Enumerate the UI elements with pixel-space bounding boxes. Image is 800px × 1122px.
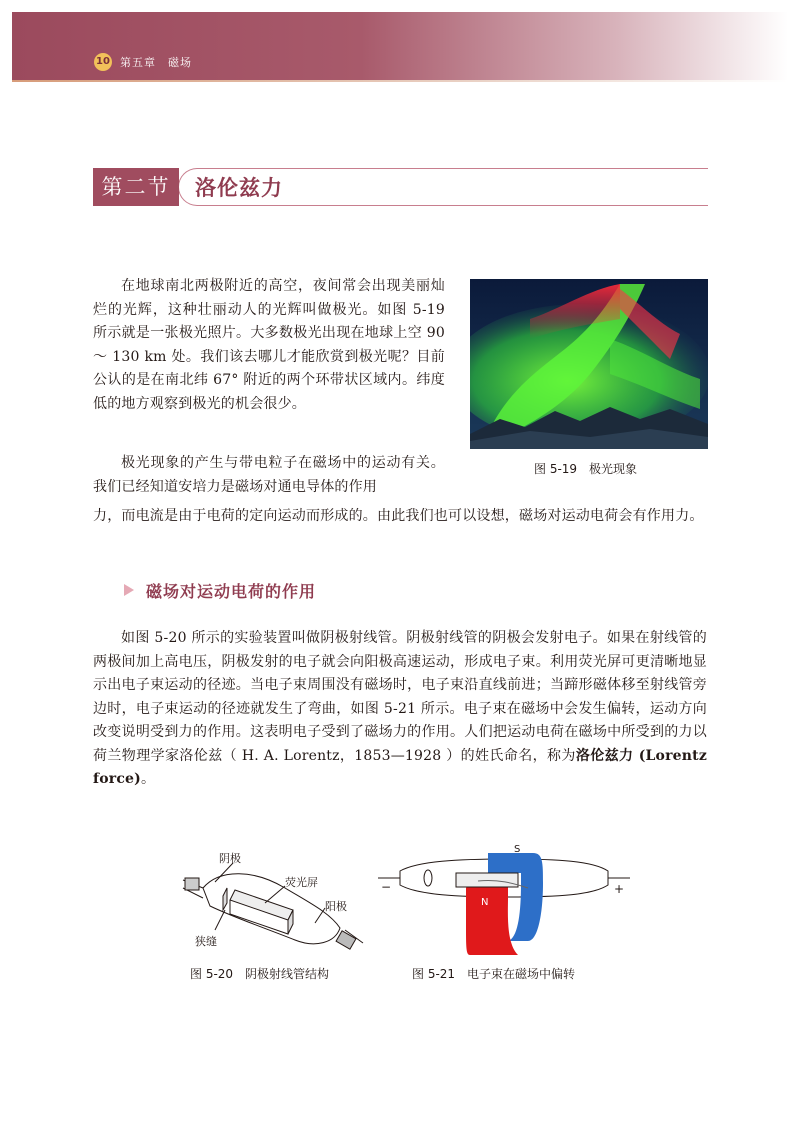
lorentz-force-term: 洛伦兹力 (Lorentz force) <box>93 747 707 787</box>
subsection-title: 磁场对运动电荷的作用 <box>146 582 317 601</box>
paragraph-end-mark: 。 <box>141 771 156 787</box>
subsection-marker-icon <box>124 584 134 596</box>
label-cathode: 阴极 <box>219 852 241 865</box>
paragraph-aurora-cause: 极光现象的产生与带电粒子在磁场中的运动有关。我们已经知道安培力是磁场对通电导体的作用 <box>93 455 445 495</box>
label-slit: 狭缝 <box>195 935 217 948</box>
page-number: 10 <box>94 53 112 71</box>
label-plus: + <box>614 882 625 896</box>
figure-5-20-caption: 图 5-20 阴极射线管结构 <box>190 967 330 981</box>
label-south-pole: S <box>514 844 521 855</box>
label-minus: − <box>381 880 392 894</box>
paragraph-cathode-ray-text: 如图 5-20 所示的实验装置叫做阴极射线管。阴极射线管的阴极会发射电子。如果在射线管的两极间加上高电压，阴极发射的电子就会向阳极高速运动，形成电子束。利用荧光屏可更清晰地显示出电子束运动的径迹。当电子束周围没有磁场时，电子束沿直线前进；当蹄形磁体移至射线管旁边时，电子束运动的径迹就发生了弯曲，如图 5-21 所示。电子束在磁场中会发生偏转，运动方向改变说明受到力的作用。这表明电子受到了磁场力的作用。人们把运动电荷在磁场中所受到的力以荷兰物理学家洛伦兹（ H. A. Lorentz，1853—1928 ）的姓氏命名，称为 <box>93 630 707 764</box>
figure-5-21-beam-deflection <box>378 843 630 958</box>
section-title: 洛伦兹力 <box>195 176 283 200</box>
label-screen: 荧光屏 <box>285 876 318 889</box>
figure-5-21-caption: 图 5-21 电子束在磁场中偏转 <box>412 967 576 981</box>
label-north-pole: N <box>481 897 489 908</box>
aurora-photo <box>470 279 708 449</box>
paragraph-aurora-cause-cont: 力，而电流是由于电荷的定向运动而形成的。由此我们也可以设想，磁场对运动电荷会有作用力。 <box>93 508 704 524</box>
figure-5-20-cathode-ray-tube <box>175 848 365 958</box>
paragraph-aurora-intro: 在地球南北两极附近的高空，夜间常会出现美丽灿烂的光辉，这种壮丽动人的光辉叫做极光。如图 5-19 所示就是一张极光照片。大多数极光出现在地球上空 90 ～ 130 km 处。我们该去哪儿才能欣赏到极光呢？目前公认的是在南北纬 67° 附近的两个环带状区域内。纬度低的地方观察到极光的机会很少。 <box>93 278 445 412</box>
paragraph-cathode-ray <box>93 627 707 792</box>
label-anode: 阳极 <box>325 900 347 913</box>
chapter-title: 第五章 磁场 <box>120 56 192 69</box>
section-badge: 第二节 <box>93 168 179 206</box>
header-divider <box>12 80 788 82</box>
figure-5-19-caption: 图 5-19 极光现象 <box>534 462 638 476</box>
